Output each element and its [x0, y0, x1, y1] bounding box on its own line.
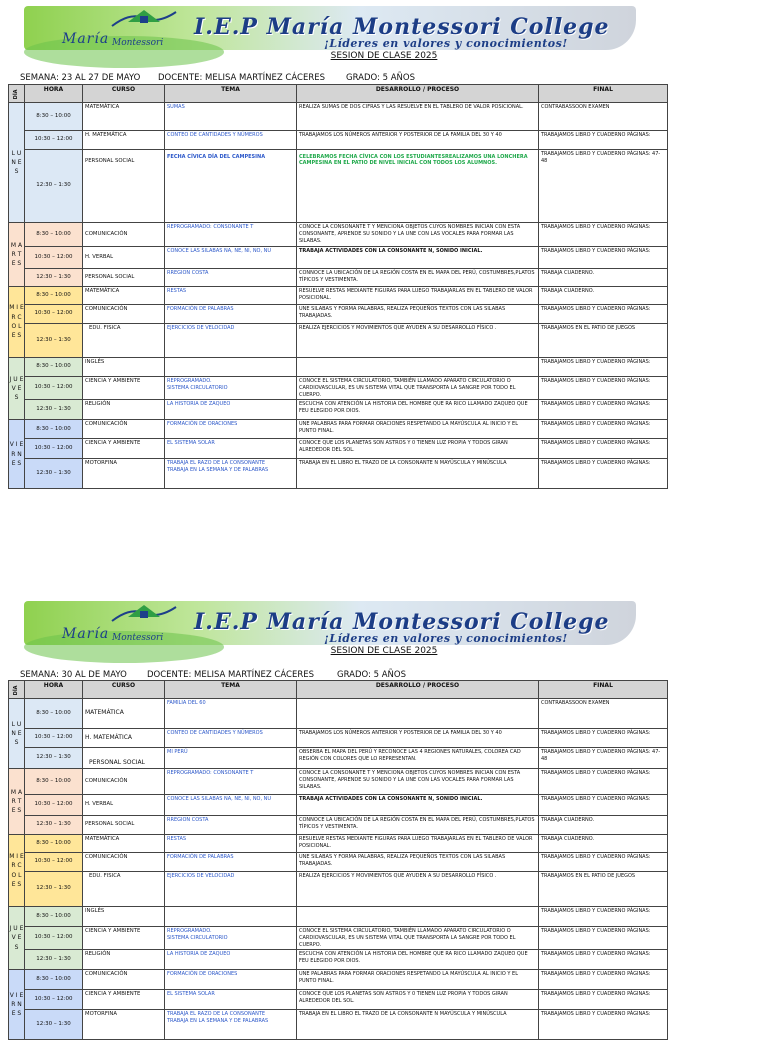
- table-row: [9, 748, 668, 769]
- hora-cell: 8:30 – 10:00: [25, 223, 83, 247]
- hora-cell: 12:30 – 1:30: [25, 1010, 83, 1040]
- grade-label: GRADO: 5 AÑOS: [337, 670, 406, 680]
- table-row: [9, 1010, 668, 1040]
- curso-cell: COMUNICACIÓN: [83, 970, 165, 990]
- final-cell: CONTRABASSOON EXAMEN: [539, 699, 668, 729]
- schedule-table: [8, 84, 668, 489]
- desarrollo-cell: OBSERBA EL MAPA DEL PERÚ Y RECONOCE LAS 4 REGIONES NATURALES, COLOREA CAD REGIÓN CON COLORES QUE LO REPRESENTAN.: [297, 748, 539, 769]
- hora-cell: 8:30 – 10:00: [25, 358, 83, 377]
- final-cell: CONTRABASSOON EXAMEN: [539, 103, 668, 131]
- tema-cell: LA HISTORIA DE ZAQUEO: [165, 950, 297, 970]
- tema-cell: REPROGRAMADO. SISTEMA CIRCULATORIO: [165, 927, 297, 950]
- desarrollo-cell-highlight: CELEBRAMOS FECHA CÍVICA CON LOS ESTUDIANTESREALIZAMOS UNA LONCHERA CAMPESINA EN EL PATIO DE NIVEL INICIAL CON TODOS LOS ALUMNOS.: [297, 150, 539, 223]
- table-row: [9, 247, 668, 269]
- final-cell: TRABAJAMOS LIBRO Y CUADERNO PÁGINAS:: [539, 1010, 668, 1040]
- header-hora: HORA: [25, 681, 83, 699]
- table-row: [9, 459, 668, 489]
- table-row: [9, 907, 668, 927]
- final-cell: TRABAJAMOS LIBRO Y CUADERNO PÁGINAS:: [539, 769, 668, 795]
- desarrollo-cell: UNE PALABRAS PARA FORMAR ORACIONES RESPETANDO LA MAYÚSCULA AL INICIO Y EL PUNTO FINAL.: [297, 970, 539, 990]
- hora-cell: 8:30 – 10:00: [25, 287, 83, 305]
- hora-cell: 10:30 – 12:00: [25, 853, 83, 872]
- hora-cell: 10:30 – 12:00: [25, 990, 83, 1010]
- table-row: [9, 872, 668, 907]
- curso-cell: INGLÉS: [83, 358, 165, 377]
- final-cell: TRABAJA CUADERNO.: [539, 816, 668, 835]
- hora-cell: 10:30 – 12:00: [25, 377, 83, 400]
- table-header-row: [9, 681, 668, 699]
- school-banner: [24, 601, 636, 645]
- curso-cell: EDU. FISICA: [83, 324, 165, 358]
- tema-cell: CONTEO DE CANTIDADES Y NÚMEROS: [165, 729, 297, 748]
- hora-cell: 12:30 – 1:30: [25, 324, 83, 358]
- header-dia: DÍA: [9, 85, 25, 103]
- hora-cell: 8:30 – 10:00: [25, 907, 83, 927]
- grade-label: GRADO: 5 AÑOS: [346, 73, 415, 83]
- tema-cell: REPROGRAMADO. SISTEMA CIRCULATORIO: [165, 377, 297, 400]
- tema-cell: TRABAJA EL RAZO DE LA CONSONANTE TRABAJA EN LA SEMANA Y DE PALABRAS: [165, 1010, 297, 1040]
- desarrollo-cell: RESUELVE RESTAS MEDIANTE FIGURAS PARA LUEGO TRABAJARLAS EN EL TABLERO DE VALOR POSICIONAL.: [297, 287, 539, 305]
- tema-cell-highlight: FECHA CÍVICA DÍA DEL CAMPESINA: [165, 150, 297, 223]
- desarrollo-cell: UNE PALABRAS PARA FORMAR ORACIONES RESPETANDO LA MAYÚSCULA AL INICIO Y EL PUNTO FINAL.: [297, 420, 539, 439]
- curso-cell: RELIGIÓN: [83, 950, 165, 970]
- table-row: [9, 439, 668, 459]
- hora-cell: 8:30 – 10:00: [25, 103, 83, 131]
- final-cell: TRABAJAMOS LIBRO Y CUADERNO PÁGINAS:: [539, 358, 668, 377]
- day-cell-miercoles: M I E R C O L E S: [9, 287, 25, 358]
- tema-cell: EL SISTEMA SOLAR: [165, 990, 297, 1010]
- header-hora: HORA: [25, 85, 83, 103]
- school-name: I.E.P María Montessori College: [194, 14, 610, 40]
- final-cell: TRABAJAMOS LIBRO Y CUADERNO PÁGINAS:: [539, 420, 668, 439]
- teacher-label: DOCENTE: MELISA MARTÍNEZ CÁCERES: [147, 670, 315, 680]
- school-motto: ¡Líderes en valores y conocimientos!: [324, 632, 568, 645]
- hora-cell: 10:30 – 12:00: [25, 927, 83, 950]
- curso-cell: COMUNICACIÓN: [83, 305, 165, 324]
- desarrollo-cell: CONNOCE LA UBICACIÓN DE LA REGIÓN COSTA EN EL MAPA DEL PERÚ, COSTUMBRES,PLATOS TÍPICOS Y VESTIMENTA.: [297, 816, 539, 835]
- desarrollo-cell: REALIZA SUMAS DE DOS CIFRAS Y LAS RESUELVE EN EL TABLERO DE VALOR POSICIONAL.: [297, 103, 539, 131]
- desarrollo-cell: TRABAJA EN EL LIBRO EL TRAZO DE LA CONSONANTE N MAYÚSCULA Y MINÚSCULA: [297, 459, 539, 489]
- hora-cell: 12:30 – 1:30: [25, 872, 83, 907]
- curso-cell: COMUNICACIÓN: [83, 223, 165, 247]
- tema-cell: [165, 907, 297, 927]
- table-row: [9, 103, 668, 131]
- curso-cell: H. VERBAL: [83, 247, 165, 269]
- hora-cell: 12:30 – 1:30: [25, 459, 83, 489]
- final-cell: TRABAJAMOS LIBRO Y CUADERNO PÁGINAS:: [539, 950, 668, 970]
- hora-cell: 12:30 – 1:30: [25, 748, 83, 769]
- tema-cell: FAMILIA DEL 60: [165, 699, 297, 729]
- logo-text: María: [62, 31, 110, 47]
- hora-cell: 12:30 – 1:30: [25, 400, 83, 420]
- tema-cell: MI PERÚ: [165, 748, 297, 769]
- curso-cell: CIENCIA Y AMBIENTE: [83, 439, 165, 459]
- day-cell-miercoles: M I E R C O L E S: [9, 835, 25, 907]
- desarrollo-cell: REALIZA EJERCICIOS Y MOVIMIENTOS QUE AYUDEN A SU DESARROLLO FÍSICO .: [297, 324, 539, 358]
- hora-cell: 10:30 – 12:00: [25, 305, 83, 324]
- tema-cell: RESTAS: [165, 287, 297, 305]
- final-cell: TRABAJAMOS LIBRO Y CUADERNO PÁGINAS:: [539, 729, 668, 748]
- schedule-table: [8, 680, 668, 1040]
- desarrollo-cell: CONOCE EL SISTEMA CIRCULATORIO, TAMBIÉN LLAMADO APARATO CIRCULATORIO O CARDIOVASCULAR, ES UN SISTEMA VITAL QUE TRANSPORTA LA SANGRE POR TODO EL CUERPO.: [297, 377, 539, 400]
- desarrollo-cell: CONOCE QUE LOS PLANETAS SON ASTROS Y 0 TIENEN LUZ PROPIA Y TODOS GIRAN ALREDEDOR DEL SOL.: [297, 439, 539, 459]
- final-cell: TRABAJAMOS LIBRO Y CUADERNO PÁGINAS:: [539, 377, 668, 400]
- table-row: [9, 377, 668, 400]
- desarrollo-cell: CONOCE LA CONSONANTE T Y MENCIONA OBJETOS CUYOS NOMBRES INICIAN CON ESTA CONSONANTE, APRENDE SU SONIDO Y LA UNE CON LAS VOCALES PARA FORMAR LAS SILABAS.: [297, 223, 539, 247]
- curso-cell: COMUNICACIÓN: [83, 853, 165, 872]
- hora-cell: 10:30 – 12:00: [25, 439, 83, 459]
- hora-cell: 8:30 – 10:00: [25, 699, 83, 729]
- header-tema: TEMA: [165, 85, 297, 103]
- hora-cell: 12:30 – 1:30: [25, 269, 83, 287]
- final-cell: TRABAJAMOS LIBRO Y CUADERNO PÁGINAS:: [539, 400, 668, 420]
- desarrollo-cell: CONNOCE LA UBICACIÓN DE LA REGIÓN COSTA EN EL MAPA DEL PERÚ, COSTUMBRES,PLATOS TÍPICOS Y VESTIMENTA.: [297, 269, 539, 287]
- table-row: [9, 305, 668, 324]
- desarrollo-cell: REALIZA EJERCICIOS Y MOVIMIENTOS QUE AYUDEN A SU DESARROLLO FÍSICO .: [297, 872, 539, 907]
- curso-cell: PERSONAL SOCIAL: [83, 748, 165, 769]
- final-cell: TRABAJAMOS LIBRO Y CUADERNO PÁGINAS:: [539, 927, 668, 950]
- header-final: FINAL: [539, 85, 668, 103]
- curso-cell: H. MATEMÁTICA: [83, 131, 165, 150]
- tema-cell: RREGION COSTA: [165, 816, 297, 835]
- tema-cell: FORMACIÓN DE ORACIONES: [165, 420, 297, 439]
- final-cell: TRABAJAMOS LIBRO Y CUADERNO PÁGINAS:: [539, 223, 668, 247]
- table-row: [9, 729, 668, 748]
- hora-cell: 12:30 – 1:30: [25, 950, 83, 970]
- day-cell-martes: M A R T E S: [9, 223, 25, 287]
- hora-cell: 8:30 – 10:00: [25, 420, 83, 439]
- header-tema: TEMA: [165, 681, 297, 699]
- final-cell: TRABAJAMOS LIBRO Y CUADERNO PÁGINAS:: [539, 907, 668, 927]
- final-cell: TRABAJAMOS LIBRO Y CUADERNO PÁGINAS:: [539, 131, 668, 150]
- header-curso: CURSO: [83, 681, 165, 699]
- tema-cell: CONTEO DE CANTIDADES Y NÚMEROS: [165, 131, 297, 150]
- table-row: [9, 150, 668, 223]
- tema-cell: TRABAJA EL RAZO DE LA CONSONANTE TRABAJA EN LA SEMANA Y DE PALABRAS: [165, 459, 297, 489]
- header-dia: DÍA: [9, 681, 25, 699]
- final-cell: TRABAJA CUADERNO.: [539, 287, 668, 305]
- hora-cell: 8:30 – 10:00: [25, 835, 83, 853]
- logo-subtext: Montessori: [112, 633, 164, 643]
- day-cell-martes: M A R T E S: [9, 769, 25, 835]
- table-row: [9, 816, 668, 835]
- table-row: [9, 287, 668, 305]
- table-row: [9, 699, 668, 729]
- final-cell: TRABAJAMOS LIBRO Y CUADERNO PÁGINAS:: [539, 247, 668, 269]
- curso-cell: CIENCIA Y AMBIENTE: [83, 377, 165, 400]
- table-row: [9, 853, 668, 872]
- table-row: [9, 358, 668, 377]
- hora-cell: 12:30 – 1:30: [25, 150, 83, 223]
- curso-cell: CIENCIA Y AMBIENTE: [83, 927, 165, 950]
- tema-cell: FORMACIÓN DE PALABRAS: [165, 853, 297, 872]
- desarrollo-cell: ESCUCHA CON ATENCIÓN LA HISTORIA DEL HOMBRE QUE RA RICO LLAMADO ZAQUEO QUE FEU ELEGIDO POR DIOS.: [297, 400, 539, 420]
- tema-cell: FORMACIÓN DE ORACIONES: [165, 970, 297, 990]
- curso-cell: EDU. FISICA: [83, 872, 165, 907]
- tema-cell: FORMACIÓN DE PALABRAS: [165, 305, 297, 324]
- table-row: [9, 324, 668, 358]
- hora-cell: 10:30 – 12:00: [25, 795, 83, 816]
- curso-cell: MATEMÁTICA: [83, 103, 165, 131]
- final-cell: TRABAJA CUADERNO.: [539, 269, 668, 287]
- desarrollo-cell: [297, 699, 539, 729]
- day-cell-jueves: J U E V E S: [9, 358, 25, 420]
- hora-cell: 10:30 – 12:00: [25, 247, 83, 269]
- day-cell-jueves: J U E V E S: [9, 907, 25, 970]
- tema-cell: LA HISTORIA DE ZAQUEO: [165, 400, 297, 420]
- tema-cell: CONOCE LAS SILABAS NA, NE, NI, NO, NU: [165, 247, 297, 269]
- table-row: [9, 795, 668, 816]
- table-row: [9, 835, 668, 853]
- day-cell-lunes: L U N E S: [9, 103, 25, 223]
- hora-cell: 12:30 – 1:30: [25, 816, 83, 835]
- session-title: SESION DE CLASE 2025: [330, 51, 438, 61]
- final-cell: TRABAJAMOS LIBRO Y CUADERNO PÁGINAS:: [539, 970, 668, 990]
- school-name: I.E.P María Montessori College: [194, 609, 610, 635]
- day-cell-viernes: V I E R N E S: [9, 420, 25, 489]
- school-logo-icon: [110, 8, 178, 30]
- logo-text: María: [62, 626, 110, 642]
- final-cell: TRABAJAMOS LIBRO Y CUADERNO PÁGINAS:: [539, 305, 668, 324]
- desarrollo-cell: CONOCE QUE LOS PLANETAS SON ASTROS Y 0 TIENEN LUZ PROPIA Y TODOS GIRAN ALREDEDOR DEL SOL.: [297, 990, 539, 1010]
- final-cell: TRABAJA CUADERNO.: [539, 835, 668, 853]
- curso-cell: PERSONAL SOCIAL: [83, 269, 165, 287]
- desarrollo-cell: TRABAJA ACTIVIDADES CON LA CONSONANTE N, SONIDO INICIAL.: [297, 247, 539, 269]
- curso-cell: MATEMÁTICA: [83, 835, 165, 853]
- tema-cell: RESTAS: [165, 835, 297, 853]
- day-cell-lunes: L U N E S: [9, 699, 25, 769]
- curso-cell: RELIGIÓN: [83, 400, 165, 420]
- curso-cell: MATEMÁTICA: [83, 699, 165, 729]
- final-cell: TRABAJAMOS LIBRO Y CUADERNO PÁGINAS:: [539, 853, 668, 872]
- header-desarrollo: DESARROLLO / PROCESO: [297, 681, 539, 699]
- header-curso: CURSO: [83, 85, 165, 103]
- curso-cell: H. MATEMÁTICA: [83, 729, 165, 748]
- table-row: [9, 950, 668, 970]
- table-row: [9, 990, 668, 1010]
- session-page-week-2: [0, 595, 768, 1028]
- header-desarrollo: DESARROLLO / PROCESO: [297, 85, 539, 103]
- tema-cell: REPROGRAMADO: CONSONANTE T: [165, 769, 297, 795]
- tema-cell: REPROGRAMADO: CONSONANTE T: [165, 223, 297, 247]
- table-row: [9, 970, 668, 990]
- final-cell: TRABAJAMOS EN EL PATIO DE JUEGOS: [539, 324, 668, 358]
- hora-cell: 8:30 – 10:00: [25, 970, 83, 990]
- table-row: [9, 769, 668, 795]
- school-banner: [24, 6, 636, 50]
- header-final: FINAL: [539, 681, 668, 699]
- tema-cell: [165, 358, 297, 377]
- desarrollo-cell: TRABAJA EN EL LIBRO EL TRAZO DE LA CONSONANTE N MAYÚSCULA Y MINÚSCULA: [297, 1010, 539, 1040]
- desarrollo-cell: TRABAJAMOS LOS NÚMEROS ANTERIOR Y POSTERIOR DE LA FAMILIA DEL 30 Y 40: [297, 729, 539, 748]
- desarrollo-cell: CONOCE LA CONSONANTE T Y MENCIONA OBJETOS CUYOS NOMBRES INICIAN CON ESTA CONSONANTE, APRENDE SU SONIDO Y LA UNE CON LAS VOCALES PARA FORMAR LAS SILABAS.: [297, 769, 539, 795]
- hora-cell: 10:30 – 12:00: [25, 131, 83, 150]
- desarrollo-cell: TRABAJAMOS LOS NÚMEROS ANTERIOR Y POSTERIOR DE LA FAMILIA DEL 30 Y 40: [297, 131, 539, 150]
- tema-cell: EJERCICIOS DE VELOCIDAD: [165, 872, 297, 907]
- tema-cell: CONOCE LAS SILABAS NA, NE, NI, NO, NU: [165, 795, 297, 816]
- desarrollo-cell: TRABAJA ACTIVIDADES CON LA CONSONANTE N, SONIDO INICIAL.: [297, 795, 539, 816]
- table-row: [9, 400, 668, 420]
- week-label: SEMANA: 23 AL 27 DE MAYO: [20, 73, 141, 83]
- curso-cell: MOTORFINA: [83, 459, 165, 489]
- curso-cell: INGLÉS: [83, 907, 165, 927]
- final-cell: TRABAJAMOS LIBRO Y CUADERNO PÁGINAS:: [539, 459, 668, 489]
- desarrollo-cell: CONOCE EL SISTEMA CIRCULATORIO, TAMBIÉN LLAMADO APARATO CIRCULATORIO O CARDIOVASCULAR, ES UN SISTEMA VITAL QUE TRANSPORTA LA SANGRE POR TODO EL CUERPO.: [297, 927, 539, 950]
- table-row: [9, 269, 668, 287]
- tema-cell: EL SISTEMA SOLAR: [165, 439, 297, 459]
- curso-cell: MATEMÁTICA: [83, 287, 165, 305]
- table-row: [9, 927, 668, 950]
- desarrollo-cell: ESCUCHA CON ATENCIÓN LA HISTORIA DEL HOMBRE QUE RA RICO LLAMADO ZAQUEO QUE FEU ELEGIDO POR DIOS.: [297, 950, 539, 970]
- tema-cell: EJERCICIOS DE VELOCIDAD: [165, 324, 297, 358]
- teacher-label: DOCENTE: MELISA MARTÍNEZ CÁCERES: [158, 73, 326, 83]
- desarrollo-cell: RESUELVE RESTAS MEDIANTE FIGURAS PARA LUEGO TRABAJARLAS EN EL TABLERO DE VALOR POSICIONAL.: [297, 835, 539, 853]
- table-header-row: [9, 85, 668, 103]
- table-row: [9, 131, 668, 150]
- final-cell: TRABAJAMOS LIBRO Y CUADERNO PÁGINAS:: [539, 439, 668, 459]
- tema-cell: SUMAS: [165, 103, 297, 131]
- table-row: [9, 420, 668, 439]
- school-logo-icon: [110, 603, 178, 625]
- desarrollo-cell: UNE SILABAS Y FORMA PALABRAS, REALIZA PEQUEÑOS TEXTOS CON LAS SILABAS TRABAJADAS.: [297, 853, 539, 872]
- final-cell: TRABAJAMOS LIBRO Y CUADERNO PÁGINAS: 47-48: [539, 150, 668, 223]
- hora-cell: 8:30 – 10:00: [25, 769, 83, 795]
- school-motto: ¡Líderes en valores y conocimientos!: [324, 37, 568, 50]
- curso-cell: H. VERBAL: [83, 795, 165, 816]
- hora-cell: 10:30 – 12:00: [25, 729, 83, 748]
- session-title: SESION DE CLASE 2025: [330, 646, 438, 656]
- desarrollo-cell: [297, 907, 539, 927]
- final-cell: TRABAJAMOS EN EL PATIO DE JUEGOS: [539, 872, 668, 907]
- curso-cell: PERSONAL SOCIAL: [83, 150, 165, 223]
- curso-cell: MOTORFINA: [83, 1010, 165, 1040]
- final-cell: TRABAJAMOS LIBRO Y CUADERNO PÁGINAS:: [539, 795, 668, 816]
- curso-cell: COMUNICACIÓN: [83, 769, 165, 795]
- logo-subtext: Montessori: [112, 38, 164, 48]
- week-label: SEMANA: 30 AL DE MAYO: [20, 670, 127, 680]
- curso-cell: CIENCIA Y AMBIENTE: [83, 990, 165, 1010]
- day-cell-viernes: V I E R N E S: [9, 970, 25, 1040]
- tema-cell: RREGION COSTA: [165, 269, 297, 287]
- table-row: [9, 223, 668, 247]
- curso-cell: COMUNICACIÓN: [83, 420, 165, 439]
- final-cell: TRABAJAMOS LIBRO Y CUADERNO PÁGINAS: 47-48: [539, 748, 668, 769]
- desarrollo-cell: [297, 358, 539, 377]
- final-cell: TRABAJAMOS LIBRO Y CUADERNO PÁGINAS:: [539, 990, 668, 1010]
- curso-cell: PERSONAL SOCIAL: [83, 816, 165, 835]
- desarrollo-cell: UNE SILABAS Y FORMA PALABRAS, REALIZA PEQUEÑOS TEXTOS CON LAS SILABAS TRABAJADAS.: [297, 305, 539, 324]
